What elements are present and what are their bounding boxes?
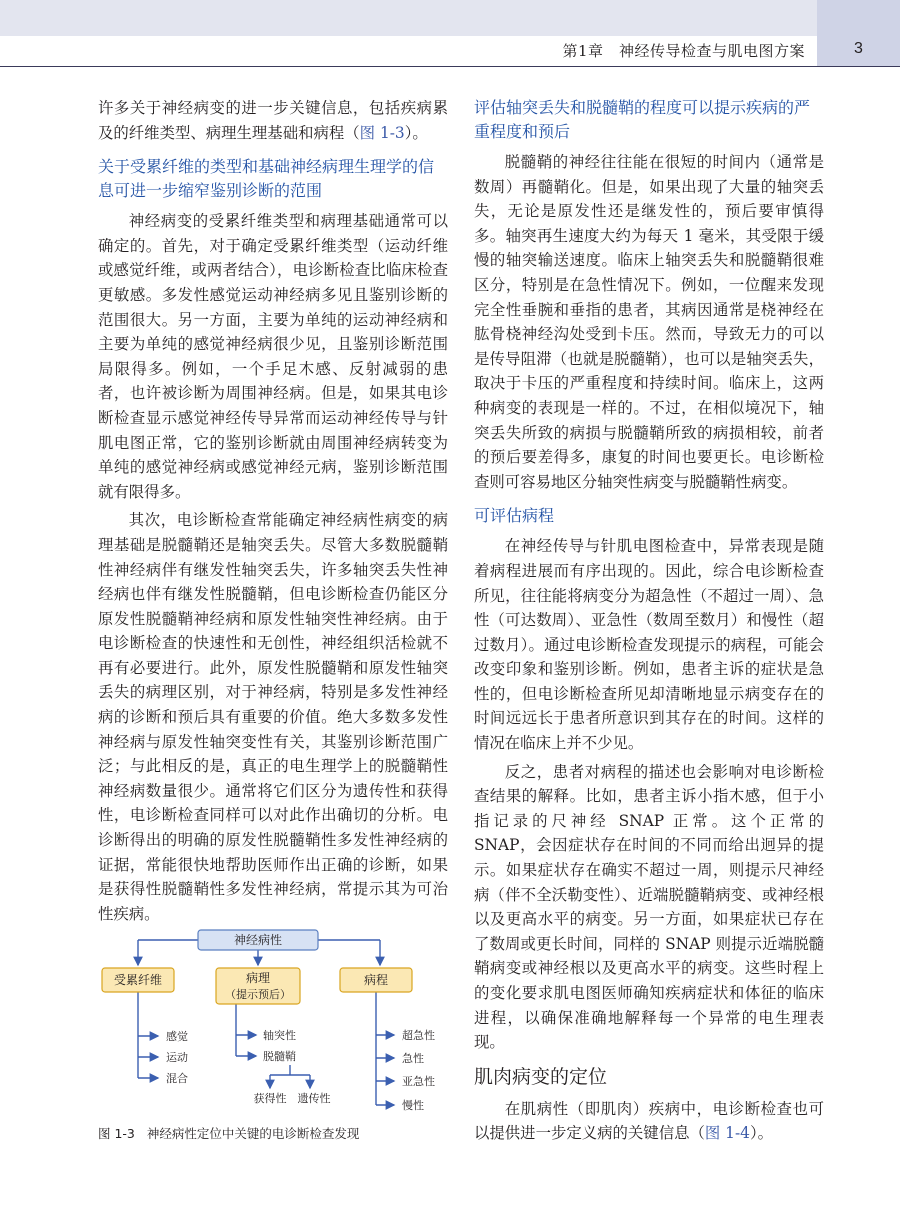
figure-diagram (98, 912, 448, 1132)
diagram-svg (98, 912, 448, 1124)
paragraph: 脱髓鞘的神经往往能在很短的时间内（通常是数周）再髓鞘化。但是，如果出现了大量的轴突丢失，无论是原发性还是继发性的，预后要审慎得多。轴突再生速度大约为每天 1 毫米，其受限于缓慢的轴突输送速度。临床上轴突丢失和脱髓鞘很难区分，特别是在急性情况下。例如，一位醒来发现完全性垂腕和垂指的患者，其病因通常是桡神经在肱骨桡神经沟处受到卡压。然而，导致无力的可以是传导阻滞（也就是脱髓鞘），也可以是轴突丢失，取决于卡压的严重程度和持续时间。临床上，这两种病变的表现是一样的。不过，在相似境况下，轴突丢失所致的病损与脱髓鞘所致的病损相较，前者的预后要差得多，康复的时间也要更长。电诊断检查则可容易地区分轴突性病变与脱髓鞘性病变。 (474, 153, 824, 491)
paragraph: 其次，电诊断检查常能确定神经病性病变的病理基础是脱髓鞘还是轴突丢失。尽管大多数脱髓鞘性神经病伴有继发性轴突丢失，许多轴突丢失性神经病也伴有继发性脱髓鞘，但电诊断检查仍能区分原发性脱髓鞘神经病和原发性轴突性神经病。由于电诊断检查的快速性和无创性，神经组织活检就不再有必要进行。此外，原发性脱髓鞘和原发性轴突丢失的病理区别，对于神经病，特别是多发性神经病的诊断和预后具有重要的价值。绝大多数多发性神经病与原发性轴突变性有关，其鉴别诊断范围广泛；与此相反的是，真正的电生理学上的脱髓鞘性神经病数量很少。通常将它们区分为遗传性和获得性，电诊断检查同样可以对此作出确切的分析。电诊断得出的明确的原发性脱髓鞘性多发性神经病的证据，常能很快地帮助医师作出正确的诊断，如果是获得性脱髓鞘性多发性神经病，常提示其为可治性疾病。 (98, 511, 448, 923)
section-heading: 评估轴突丢失和脱髓鞘的程度可以提示疾病的严重程度和预后 (474, 98, 811, 141)
figure-link[interactable]: 图 1-3 (359, 123, 405, 142)
header-band (0, 0, 900, 36)
figure-link[interactable]: 图 1-4 (704, 1124, 750, 1143)
section-heading: 可评估病程 (474, 506, 555, 526)
fiber-item: 感觉 (166, 1030, 188, 1043)
pathology-subitem: 遗传性 (297, 1092, 331, 1105)
running-head: 第1章 神经传导检查与肌电图方案 (562, 42, 805, 60)
course-item: 急性 (402, 1052, 424, 1065)
root-label: 神经病性 (233, 933, 283, 947)
left-column (98, 96, 448, 926)
fiber-item: 运动 (166, 1051, 188, 1064)
course-item: 亚急性 (402, 1075, 435, 1088)
paragraph: 在神经传导与针肌电图检查中，异常表现是随着病程进展而有序出现的。因此，综合电诊断检查所见，往往能将病变分为超急性（不超过一周）、急性（可达数周）、亚急性（数周至数月）和慢性（超过数月）。通过电诊断检查发现提示的病程，可能会改变印象和鉴别诊断。例如，患者主诉的症状是急性的，但电诊断检查所见却清晰地显示病变存在的时间远远长于患者所意识到其存在的时间。这样的情况在临床上并不少见。 (474, 537, 824, 753)
caption-text: 神经病性定位中关键的电诊断检查发现 (146, 1126, 360, 1141)
paragraph: 神经病变的受累纤维类型和病理基础通常可以确定的。首先，对于确定受累纤维类型（运动纤维或感觉纤维，或两者结合），电诊断检查比临床检查更敏感。多发性感觉运动神经病多见且鉴别诊断的范围很大。另一方面，主要为单纯的运动神经病和主要为单纯的感觉神经病很少见，且鉴别诊断范围局限得多。例如，一个手足木感、反射减弱的患者，也许被诊断为周围神经病。但是，如果其电诊断检查显示感觉神经传导异常而运动神经传导与针肌电图正常，它的鉴别诊断就由周围神经病转变为单纯的感觉神经病或感觉神经元病，鉴别诊断范围就有限得多。 (98, 212, 448, 501)
right-column (474, 96, 824, 1146)
page-number: 3 (854, 40, 863, 57)
fiber-item: 混合 (166, 1072, 188, 1085)
pathology-item: 轴突性 (263, 1029, 296, 1042)
fiber-label: 受累纤维 (113, 973, 163, 987)
course-label: 病程 (363, 973, 389, 987)
caption-number: 图 1-3 (98, 1126, 135, 1141)
course-item: 慢性 (402, 1099, 424, 1112)
paragraph: 在肌病性（即肌肉）疾病中，电诊断检查也可以提供进一步定义病的关键信息（图 1-4）。 (474, 1099, 824, 1143)
paragraph: 许多关于神经病变的进一步关键信息，包括疾病累及的纤维类型、病理生理基础和病程（图 1-3）。 (98, 99, 448, 142)
pathology-sublabel: （提示预后） (225, 988, 291, 1001)
paragraph: 反之，患者对病程的描述也会影响对电诊断检查结果的解释。比如，患者主诉小指木感，但于小指记录的尺神经 SNAP 正常。这个正常的 SNAP，会因症状存在时间的不同而给出迥异的提示。如果症状存在确实不超过一周，则提示尺神经病（伴不全沃勒变性）、近端脱髓鞘病变、或神经根以及更高水平的病变。另一方面，如果症状已存在了数周或更长时间，同样的 SNAP 则提示近端脱髓鞘病变或神经根以及更高水平的病变。这些时程上的变化要求肌电图医师确知疾病症状和体征的临床进程，以确保准确地解释每一个异常的电生理表现。 (474, 762, 824, 1052)
course-item: 超急性 (402, 1029, 435, 1042)
figure-caption (98, 1124, 448, 1142)
pathology-label: 病理 (245, 971, 271, 985)
section-title: 肌肉病变的定位 (474, 1065, 608, 1088)
section-heading: 关于受累纤维的类型和基础神经病理生理学的信息可进一步缩窄鉴别诊断的范围 (98, 157, 435, 201)
pathology-item: 脱髓鞘 (263, 1050, 296, 1063)
pathology-subitem: 获得性 (253, 1092, 287, 1105)
header-rule (0, 66, 900, 67)
